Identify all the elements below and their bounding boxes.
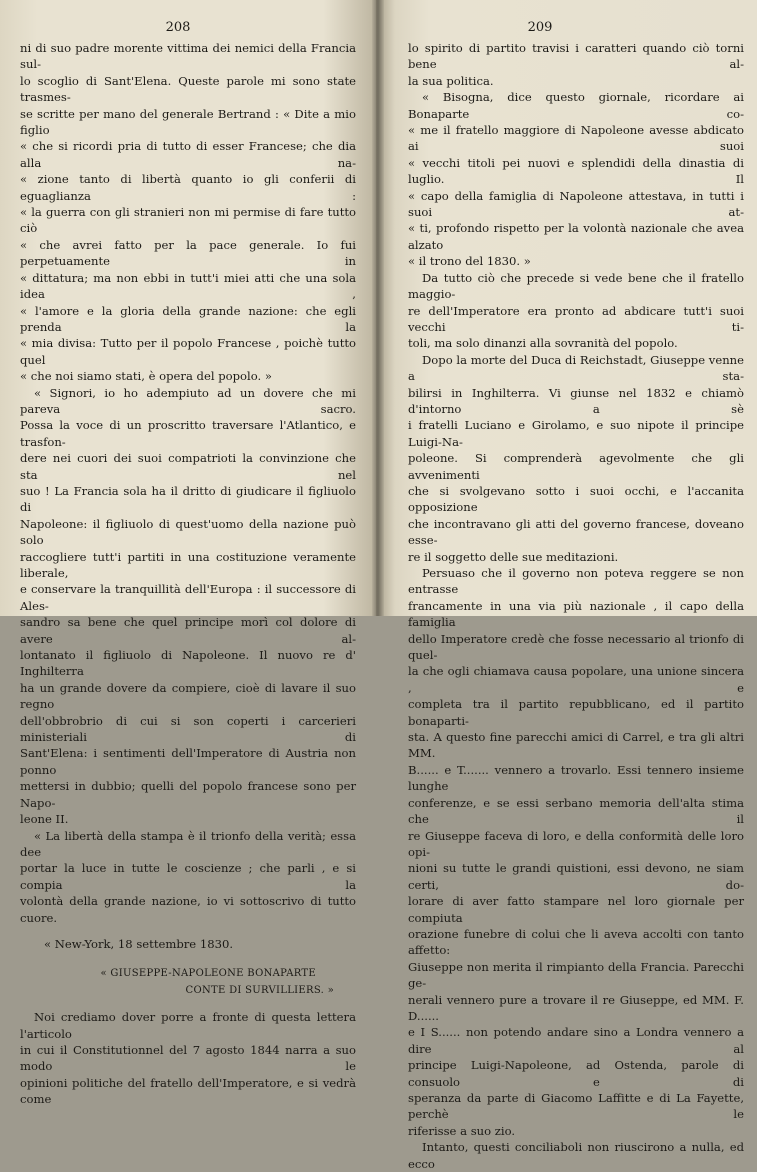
text-line: completa tra il partito repubblicano, ed il partito bonaparti-: [408, 697, 744, 728]
text-line: Dopo la morte del Duca di Reichstadt, Giuseppe venne a sta-: [408, 352, 744, 384]
text-line: orazione funebre di colui che li aveva accolti con tanto affetto:: [408, 926, 744, 958]
text-line: « La libertà della stampa è il trionfo della verità; essa dee: [20, 828, 356, 859]
page-text: [408, 40, 744, 1172]
text-line: lontanato il figliuolo di Napoleone. Il nuovo re d' Inghilterra: [20, 648, 356, 679]
text-line: lorare di aver fatto stampare nel loro giornale per compiuta: [408, 894, 744, 925]
text-line: « zione tanto di libertà quanto io gli conferii di eguaglianza :: [20, 172, 356, 203]
text-line: nioni su tutte le grandi quistioni, essi devono, ne siam certi, do-: [408, 861, 744, 892]
text-line: re dell'Imperatore era pronto ad abdicare tutt'i suoi vecchi ti-: [408, 303, 744, 334]
text-line: volontà della grande nazione, io vi sottoscrivo di tutto cuore.: [20, 894, 356, 925]
text-line: « che avrei fatto per la pace generale. Io fui perpetuamente in: [20, 237, 356, 269]
text-line: in cui il Constitutionnel del 7 agosto 1844 narra a suo modo le: [20, 1042, 356, 1074]
letter-date: « New-York, 18 settembre 1830.: [44, 936, 234, 951]
text-line: sandro sa bene che quel principe morì col dolore di avere al-: [20, 615, 356, 646]
text-line: e conservare la tranquillità dell'Europa : il successore di Ales-: [20, 582, 356, 613]
left-page: [0, 0, 376, 1107]
text-line: dello Imperatore credè che fosse necessario al trionfo di quel-: [408, 631, 744, 663]
text-line: « mia divisa: Tutto per il popolo Francese , poichè tutto quel: [20, 336, 356, 367]
text-line: principe Luigi-Napoleone, ad Ostenda, parole di consuolo e di: [408, 1058, 744, 1089]
text-line: « la guerra con gli stranieri non mi permise di fare tutto ciò: [20, 205, 356, 236]
text-line: dere nei cuori dei suoi compatrioti la convinzione che sta nel: [20, 451, 356, 482]
page-number: 209: [527, 20, 553, 35]
text-line: re il soggetto delle sue meditazioni.: [408, 549, 619, 564]
text-line: « me il fratello maggiore di Napoleone avesse abdicato ai suoi: [408, 123, 744, 154]
text-line: suo ! La Francia sola ha il dritto di giudicare il figliuolo di: [20, 483, 356, 515]
text-line: se scritte per mano del generale Bertrand : « Dite a mio figlio: [20, 106, 356, 138]
text-line: « vecchi titoli pei nuovi e splendidi della dinastia di luglio. Il: [408, 155, 744, 187]
book-gutter: [372, 0, 384, 616]
text-line: raccogliere tutt'i partiti in una costituzione veramente liberale,: [20, 549, 356, 580]
text-line: francamente in una via più nazionale , il capo della famiglia: [408, 598, 744, 630]
text-line: « che noi siamo stati, è opera del popolo. »: [20, 369, 272, 384]
text-line: speranza da parte di Giacomo Laffitte e di La Fayette, perchè le: [408, 1091, 744, 1122]
text-line: Da tutto ciò che precede si vede bene che il fratello maggio-: [408, 270, 744, 302]
text-line: ha un grande dovere da compiere, cioè di lavare il suo regno: [20, 680, 356, 712]
text-line: sta. A questo fine parecchi amici di Carrel, e tra gli altri MM.: [408, 730, 744, 761]
text-line: bilirsi in Inghilterra. Vi giunse nel 1832 e chiamò d'intorno a sè: [408, 385, 744, 416]
text-line: portar la luce in tutte le coscienze ; che parli , e si compia la: [20, 861, 356, 892]
text-line: leone II.: [20, 812, 69, 827]
text-line: Persuaso che il governo non poteva reggere se non entrasse: [408, 566, 744, 597]
text-line: Intanto, questi conciliaboli non riuscirono a nulla, ed ecco: [408, 1140, 744, 1171]
text-line: lo scoglio di Sant'Elena. Queste parole mi sono state trasmes-: [20, 73, 356, 105]
text-line: Noi crediamo dover porre a fronte di questa lettera l'articolo: [20, 1010, 356, 1041]
text-line: mettersi in dubbio; quelli del popolo francese sono per Napo-: [20, 779, 356, 810]
text-line: re Giuseppe faceva di loro, e della conformità delle loro opi-: [408, 828, 744, 859]
text-line: « che si ricordi pria di tutto di esser Francese; che dia alla na-: [20, 139, 356, 170]
text-line: toli, ma solo dinanzi alla sovranità del popolo.: [408, 336, 678, 351]
text-line: « l'amore e la gloria della grande nazione: che egli prenda la: [20, 303, 356, 334]
text-line: e I S...... non potendo andare sino a Londra vennero a dire al: [408, 1025, 744, 1056]
text-line: che incontravano gli atti del governo francese, doveano esse-: [408, 516, 744, 548]
text-line: « Signori, io ho adempiuto ad un dovere che mi pareva sacro.: [20, 385, 356, 416]
letter-signature: « GIUSEPPE-NAPOLEONE BONAPARTE: [100, 968, 316, 980]
text-line: poleone. Si comprenderà agevolmente che gli avvenimenti: [408, 451, 744, 482]
text-line: B...... e T....... vennero a trovarlo. Essi tennero insieme lunghe: [408, 762, 744, 794]
letter-signature-title: CONTE DI SURVILLIERS. »: [185, 984, 334, 996]
text-line: dell'obbrobrio di cui si son coperti i carcerieri ministeriali di: [20, 713, 356, 745]
text-line: conferenze, e se essi serbano memoria dell'alta stima che il: [408, 795, 744, 827]
text-line: lo spirito di partito travisi i caratteri quando ciò torni bene al-: [408, 41, 744, 72]
text-line: ni di suo padre morente vittima dei nemici della Francia sul-: [20, 41, 356, 72]
text-line: « Bisogna, dice questo giornale, ricordare ai Bonaparte co-: [408, 90, 744, 121]
text-line: « capo della famiglia di Napoleone attestava, in tutti i suoi at-: [408, 188, 744, 220]
text-line: Napoleone: il figliuolo di quest'uomo della nazione può solo: [20, 516, 356, 548]
page-text: [20, 40, 356, 1108]
text-line: nerali vennero pure a trovare il re Giuseppe, ed MM. F. D......: [408, 992, 744, 1023]
text-line: « ti, profondo rispetto per la volontà nazionale che avea alzato: [408, 221, 744, 252]
text-line: che si svolgevano sotto i suoi occhi, e l'accanita opposizione: [408, 483, 744, 515]
text-line: « il trono del 1830. »: [408, 254, 531, 269]
text-line: opinioni politiche del fratello dell'Imperatore, e si vedrà come: [20, 1075, 356, 1107]
text-line: « dittatura; ma non ebbi in tutt'i miei atti che una sola idea ,: [20, 270, 356, 302]
text-line: Giuseppe non merita il rimpianto della Francia. Parecchi ge-: [408, 959, 744, 991]
text-line: i fratelli Luciano e Girolamo, e suo nipote il principe Luigi-Na-: [408, 418, 744, 449]
page-number: 208: [165, 20, 191, 35]
text-line: Possa la voce di un proscritto traversare l'Atlantico, e trasfon-: [20, 418, 356, 449]
text-line: la sua politica.: [408, 73, 494, 88]
text-line: Sant'Elena: i sentimenti dell'Imperatore di Austria non ponno: [20, 746, 356, 777]
right-page: [376, 0, 757, 1171]
text-line: riferisse a suo zio.: [408, 1123, 516, 1138]
text-line: la che ogli chiamava causa popolare, una unione sincera , e: [408, 664, 744, 695]
